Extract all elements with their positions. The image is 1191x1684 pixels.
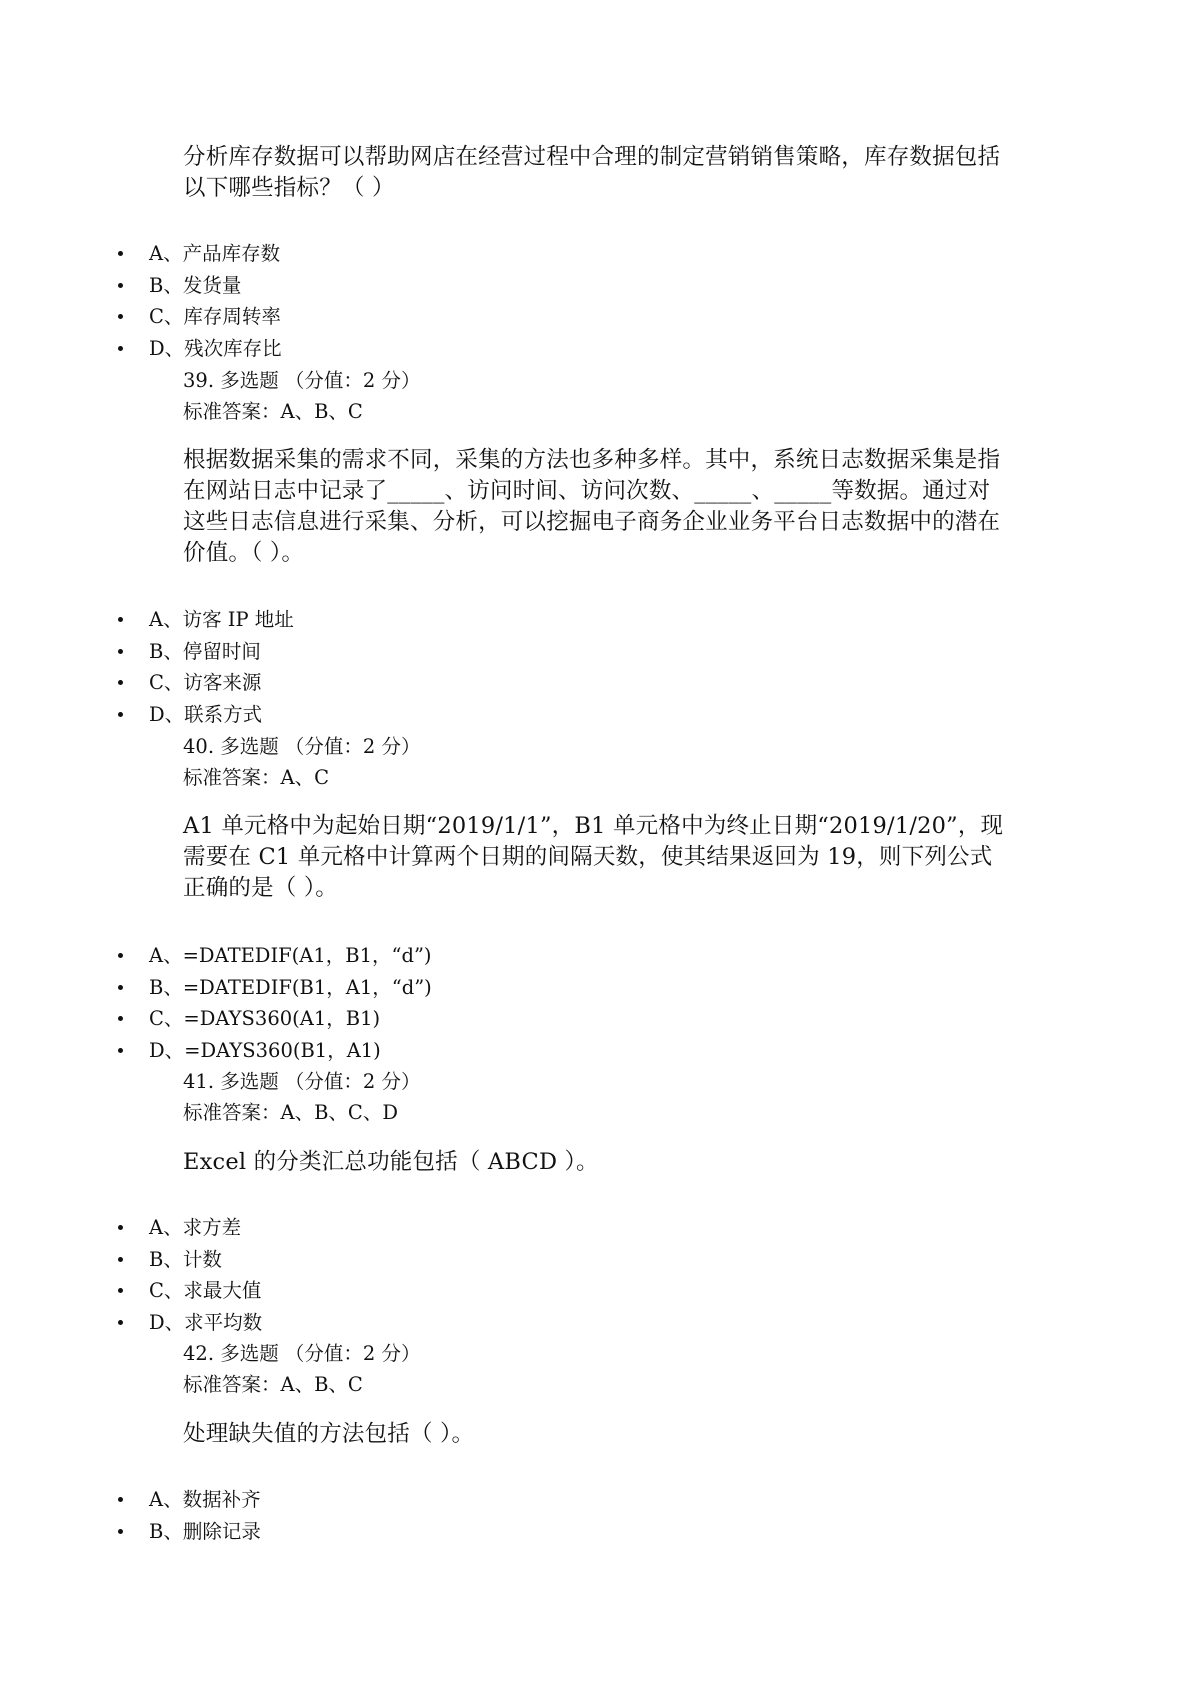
option-b [118,1244,262,1276]
option-a [118,940,432,972]
bullet-icon [118,1048,123,1053]
option-label: D、联系方式 [149,702,263,726]
question-header: 39. 多选题 （分值：2 分） [183,369,421,392]
bullet-icon [118,1529,123,1534]
option-label: D、=DAYS360(B1，A1) [149,1038,381,1062]
question-text: 根据数据采集的需求不同，采集的方法也多种多样。其中，系统日志数据采集是指在网站日志中记录了_____、访问时间、访问次数、_____、_____等数据。通过对这些日志信息进行采集、分析，可以挖掘电子商务企业业务平台日志数据中的潜在价值。（ ）。 [183,447,1001,566]
standard-answer: 标准答案：A、B、C、D [183,1101,398,1124]
standard-answer: 标准答案：A、B、C [183,1373,363,1396]
option-b [118,972,432,1004]
question-header: 42. 多选题 （分值：2 分） [183,1342,421,1365]
bullet-icon [118,649,123,654]
option-label: C、=DAYS360(A1，B1) [149,1007,381,1030]
bullet-icon [118,985,123,990]
option-d [118,1035,432,1067]
bullet-icon [118,1016,123,1021]
option-label: A、数据补齐 [149,1488,261,1511]
option-d [118,1307,262,1339]
option-label: B、停留时间 [149,639,261,663]
question-text: 处理缺失值的方法包括（ ）。 [183,1421,475,1447]
option-label: A、求方差 [149,1216,242,1239]
option-d [118,333,282,365]
option-a [118,604,294,636]
option-b [118,270,282,302]
bullet-icon [118,712,123,717]
option-a [118,1484,261,1516]
option-label: B、发货量 [149,273,242,297]
option-label: A、产品库存数 [149,242,281,265]
option-c [118,1275,262,1307]
option-list [118,940,432,1066]
standard-answer: 标准答案：A、C [183,766,330,789]
option-d [118,699,294,731]
option-label: D、求平均数 [149,1310,263,1334]
option-c [118,301,282,333]
bullet-icon [118,1288,123,1293]
option-c [118,1003,432,1035]
option-label: C、求最大值 [149,1279,262,1302]
bullet-icon [118,617,123,622]
bullet-icon [118,1320,123,1325]
option-list [118,1484,261,1547]
question-header: 41. 多选题 （分值：2 分） [183,1070,421,1093]
bullet-icon [118,283,123,288]
bullet-icon [118,346,123,351]
option-label: A、访客 IP 地址 [149,608,294,631]
option-list [118,604,294,730]
bullet-icon [118,953,123,958]
option-a [118,238,282,270]
option-b [118,1516,261,1548]
option-label: D、残次库存比 [149,336,282,360]
standard-answer: 标准答案：A、B、C [183,400,363,423]
option-list [118,1212,262,1338]
question-text: A1 单元格中为起始日期“2019/1/1”，B1 单元格中为终止日期“2019/1/20”，现需要在 C1 单元格中计算两个日期的间隔天数，使其结果返回为 19，则下列公式正确的是（ ）。 [183,813,1004,901]
question-text: Excel 的分类汇总功能包括（ ABCD ）。 [183,1149,599,1175]
option-c [118,667,294,699]
bullet-icon [118,1225,123,1230]
option-label: B、删除记录 [149,1519,261,1543]
option-label: B、=DATEDIF(B1，A1，“d”) [149,975,432,999]
option-list [118,238,282,364]
bullet-icon [118,1497,123,1502]
bullet-icon [118,251,123,256]
bullet-icon [118,680,123,685]
option-label: C、库存周转率 [149,305,281,328]
bullet-icon [118,314,123,319]
bullet-icon [118,1257,123,1262]
option-label: B、计数 [149,1247,222,1271]
question-text: 分析库存数据可以帮助网店在经营过程中合理的制定营销销售策略，库存数据包括以下哪些指标？（ ） [183,144,1001,201]
option-b [118,636,294,668]
option-label: A、=DATEDIF(A1，B1，“d”) [149,944,432,967]
option-label: C、访客来源 [149,671,262,694]
option-a [118,1212,262,1244]
question-header: 40. 多选题 （分值：2 分） [183,735,421,758]
